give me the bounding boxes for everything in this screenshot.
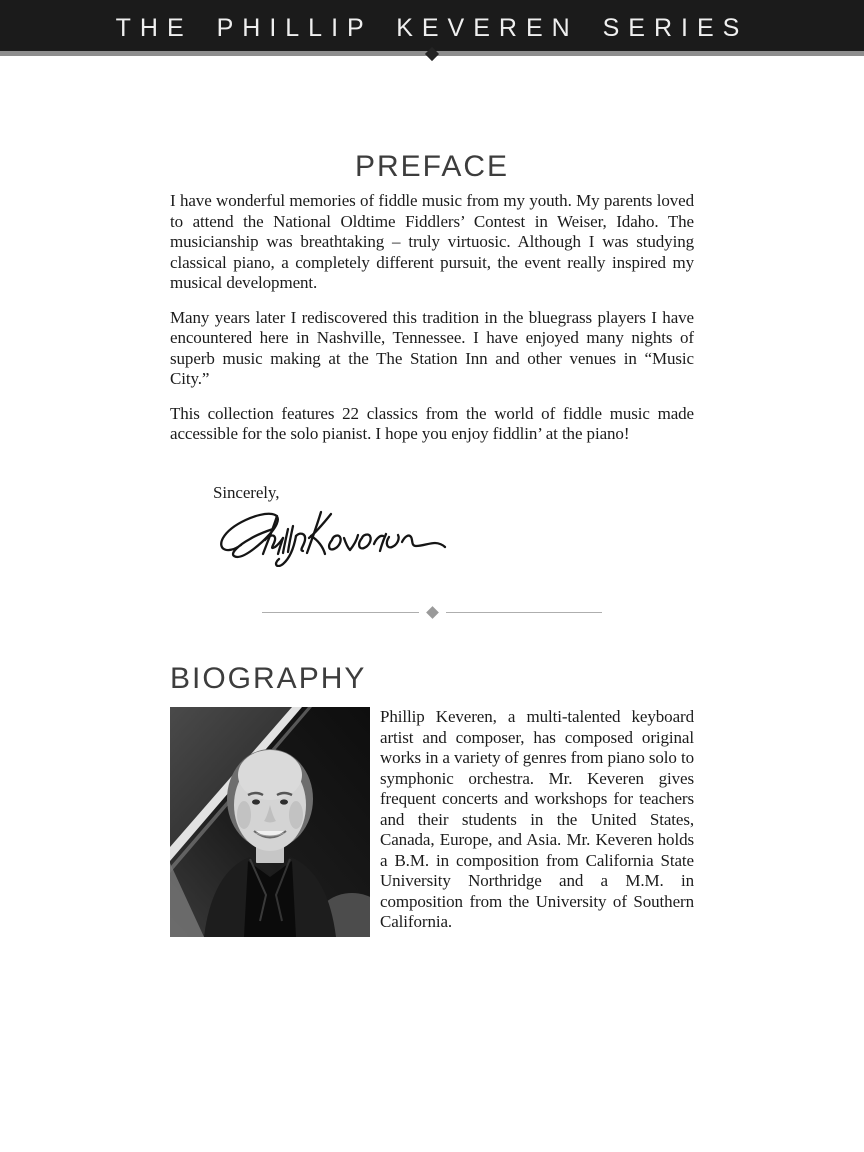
divider-line-left (262, 612, 419, 613)
biography-row (170, 707, 694, 937)
preface-section (170, 152, 694, 567)
biography-heading: BIOGRAPHY (170, 662, 367, 695)
biography-section (170, 664, 694, 937)
divider-line-right (446, 612, 603, 613)
signature-svg (215, 505, 447, 567)
biography-text: Phillip Keveren, a multi-talented keyboard artist and composer, has composed original works in a variety of genres from piano solo to symphonic orchestra. Mr. Keveren gives frequent concerts and workshops for teachers and their students in the United States, Canada, Europe, and Asia. Mr. Keveren holds a B.M. in composition from California State University Northridge and a M.M. in composition from the University of Southern California. (380, 707, 694, 931)
signature-image (215, 505, 447, 567)
preface-paragraph-2: Many years later I rediscovered this tradition in the bluegrass players I have encountered here in Nashville, Tennessee. I have enjoyed many nights of superb music making at the The Station Inn and other venues in “Music City.” (170, 307, 694, 388)
header-rule (0, 51, 864, 56)
portrait-photo-svg (170, 707, 370, 937)
series-header-bar (0, 0, 864, 51)
preface-heading: PREFACE (354, 150, 510, 183)
section-divider (262, 608, 602, 617)
phillip-keveren-photo (170, 707, 370, 937)
preface-paragraph-1: I have wonderful memories of fiddle music from my youth. My parents loved to attend the National Oldtime Fiddlers’ Contest in Weiser, Idaho. The musicianship was breathtaking – truly virtuosic. Although I was studying classical piano, a completely different pursuit, the event really inspired my musical development. (170, 191, 694, 292)
preface-paragraph-3: This collection features 22 classics from the world of fiddle music made accessible for the solo pianist. I hope you enjoy fiddlin’ at the piano! (170, 403, 694, 443)
page-content (170, 152, 694, 937)
diamond-ornament (426, 606, 439, 619)
closing-salutation: Sincerely, (213, 482, 280, 502)
series-title: THE PHILLIP KEVEREN SERIES (115, 14, 749, 42)
